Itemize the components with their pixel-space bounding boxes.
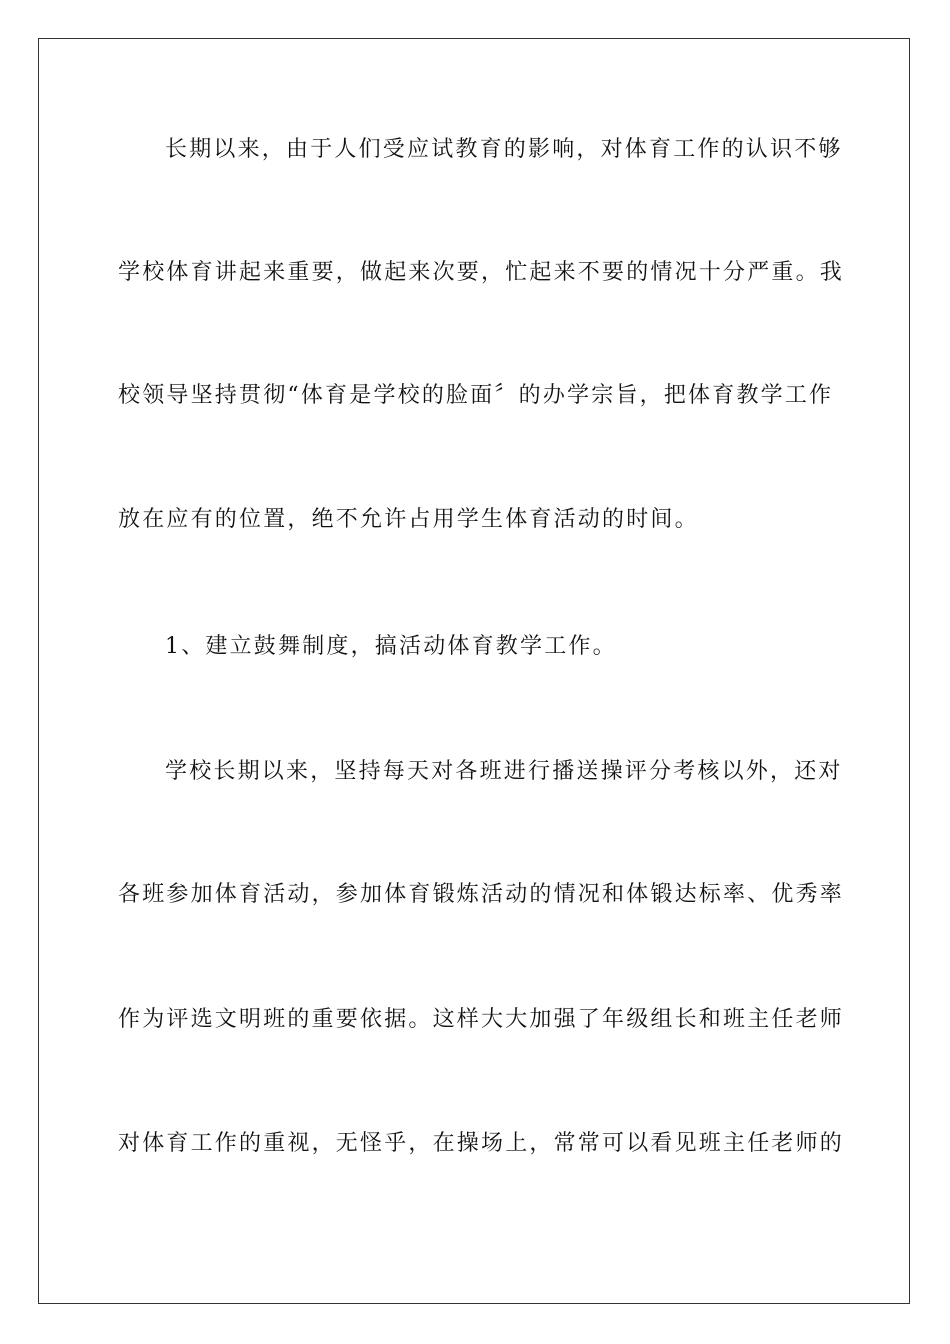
page-border bbox=[38, 38, 910, 1304]
text-line-3: 校领导坚持贯彻“体育是学校的脸面〞的办学宗旨，把体育教学工作 bbox=[118, 383, 834, 408]
text-line-4: 放在应有的位置，绝不允许占用学生体育活动的时间。 bbox=[118, 507, 699, 532]
text-line-8: 作为评选文明班的重要依据。这样大大加强了年级组长和班主任老师 bbox=[118, 1007, 845, 1032]
text-line-1: 长期以来，由于人们受应试教育的影响，对体育工作的认识不够 bbox=[165, 137, 843, 162]
text-line-9: 对体育工作的重视，无怪乎，在操场上，常常可以看见班主任老师的 bbox=[118, 1131, 845, 1156]
text-line-7: 各班参加体育活动，参加体育锻炼活动的情况和体锻达标率、优秀率 bbox=[118, 882, 845, 907]
numbered-heading: 1、建立鼓舞制度，搞活动体育教学工作。 bbox=[165, 634, 617, 659]
text-line-2: 学校体育讲起来重要，做起来次要，忙起来不要的情况十分严重。我 bbox=[118, 260, 845, 285]
text-line-6: 学校长期以来，坚持每天对各班进行播送操评分考核以外，还对 bbox=[165, 759, 843, 784]
